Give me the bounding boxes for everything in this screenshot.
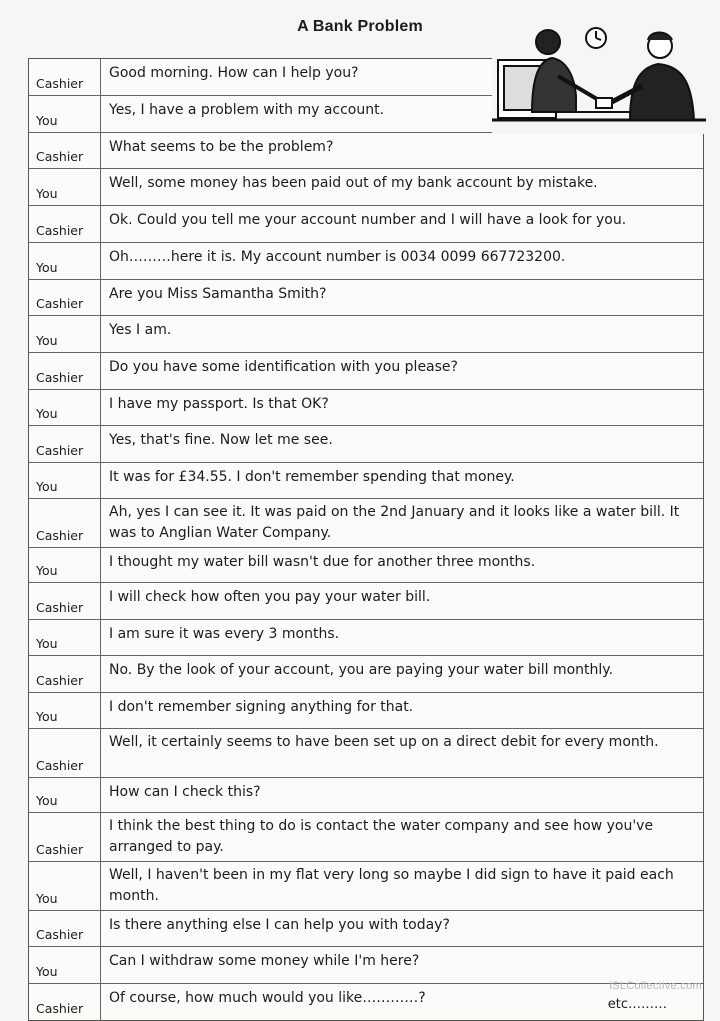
- speaker-label: You: [29, 947, 101, 983]
- speaker-label: You: [29, 620, 101, 655]
- speaker-label: Cashier: [29, 206, 101, 242]
- dialogue-text: Oh………here it is. My account number is 0034 0099 667723200.: [109, 249, 566, 265]
- dialogue-text: It was for £34.55. I don't remember spending that money.: [109, 469, 515, 485]
- dialogue-row: [29, 316, 703, 353]
- dialogue-row: [29, 778, 703, 813]
- dialogue-line: [101, 463, 703, 498]
- speaker-label: Cashier: [29, 656, 101, 692]
- dialogue-text: Are you Miss Samantha Smith?: [109, 286, 327, 302]
- dialogue-text: I thought my water bill wasn't due for another three months.: [109, 554, 536, 570]
- dialogue-text: What seems to be the problem?: [109, 139, 334, 155]
- dialogue-table: [28, 58, 704, 1021]
- dialogue-text: Well, I haven't been in my flat very long so maybe I did sign to have it paid each month.: [109, 867, 674, 904]
- page-title: A Bank Problem: [297, 18, 423, 35]
- dialogue-text: I am sure it was every 3 months.: [109, 626, 340, 642]
- dialogue-row: [29, 729, 703, 778]
- dialogue-row: [29, 243, 703, 280]
- dialogue-row: [29, 862, 703, 911]
- dialogue-row: [29, 911, 703, 947]
- dialogue-line: [101, 729, 703, 777]
- dialogue-text: Is there anything else I can help you with today?: [109, 917, 450, 933]
- dialogue-line: [101, 947, 703, 983]
- dialogue-row: [29, 583, 703, 620]
- speaker-label: Cashier: [29, 984, 101, 1020]
- dialogue-text: Ok. Could you tell me your account number and I will have a look for you.: [109, 212, 627, 228]
- speaker-label: You: [29, 316, 101, 352]
- dialogue-row: [29, 169, 703, 206]
- speaker-label: You: [29, 390, 101, 425]
- dialogue-line: [101, 693, 703, 728]
- dialogue-line: [101, 813, 703, 861]
- dialogue-row: [29, 813, 703, 862]
- speaker-label: Cashier: [29, 280, 101, 315]
- dialogue-line: [101, 620, 703, 655]
- speaker-label: Cashier: [29, 59, 101, 95]
- speaker-label: You: [29, 243, 101, 279]
- dialogue-row: [29, 947, 703, 984]
- dialogue-text: Well, it certainly seems to have been set up on a direct debit for every month.: [109, 734, 659, 750]
- dialogue-line: [101, 862, 703, 910]
- dialogue-text: No. By the look of your account, you are paying your water bill monthly.: [109, 662, 614, 678]
- dialogue-row: [29, 499, 703, 548]
- speaker-label: Cashier: [29, 353, 101, 389]
- dialogue-text: Can I withdraw some money while I'm here?: [109, 953, 420, 969]
- dialogue-line: [101, 206, 703, 242]
- dialogue-line: [101, 548, 703, 582]
- dialogue-line: [101, 583, 703, 619]
- dialogue-row: [29, 548, 703, 583]
- dialogue-row: [29, 206, 703, 243]
- dialogue-row: [29, 463, 703, 499]
- dialogue-line: [101, 169, 703, 205]
- speaker-label: Cashier: [29, 499, 101, 547]
- speaker-label: Cashier: [29, 426, 101, 462]
- dialogue-line: [101, 499, 703, 547]
- dialogue-line: [101, 911, 703, 946]
- dialogue-row: [29, 984, 703, 1020]
- dialogue-line: [101, 778, 703, 812]
- dialogue-row: [29, 693, 703, 729]
- watermark: iSLCollective.com: [609, 980, 702, 992]
- dialogue-text: I think the best thing to do is contact the water company and see how you've arranged to pay.: [109, 818, 654, 855]
- speaker-label: You: [29, 693, 101, 728]
- dialogue-line: [101, 656, 703, 692]
- dialogue-row: [29, 620, 703, 656]
- dialogue-line: [101, 280, 703, 315]
- dialogue-row: [29, 353, 703, 390]
- dialogue-text: Of course, how much would you like…………?: [109, 990, 426, 1006]
- speaker-label: Cashier: [29, 133, 101, 168]
- dialogue-text: How can I check this?: [109, 784, 261, 800]
- dialogue-text: Yes, that's fine. Now let me see.: [109, 432, 333, 448]
- dialogue-line: [101, 243, 703, 279]
- speaker-label: Cashier: [29, 911, 101, 946]
- speaker-label: Cashier: [29, 813, 101, 861]
- bank-scene-drawing: [492, 16, 706, 134]
- speaker-label: You: [29, 463, 101, 498]
- dialogue-row: [29, 656, 703, 693]
- dialogue-row: [29, 426, 703, 463]
- dialogue-row: [29, 133, 703, 169]
- dialogue-text: I don't remember signing anything for that.: [109, 699, 414, 715]
- dialogue-text: I have my passport. Is that OK?: [109, 396, 329, 412]
- dialogue-text: Do you have some identification with you please?: [109, 359, 458, 375]
- dialogue-line: [101, 316, 703, 352]
- dialogue-line: [101, 353, 703, 389]
- dialogue-row: [29, 280, 703, 316]
- speaker-label: You: [29, 96, 101, 132]
- dialogue-line: [101, 133, 703, 168]
- speaker-label: You: [29, 778, 101, 812]
- speaker-label: You: [29, 548, 101, 582]
- dialogue-text: Ah, yes I can see it. It was paid on the 2nd January and it looks like a water bill. It was to Anglian Water Company.: [109, 504, 680, 541]
- dialogue-text: Well, some money has been paid out of my bank account by mistake.: [109, 175, 598, 191]
- speaker-label: Cashier: [29, 729, 101, 777]
- speaker-label: You: [29, 862, 101, 910]
- dialogue-line: [101, 390, 703, 425]
- dialogue-line: [101, 426, 703, 462]
- dialogue-text: I will check how often you pay your water bill.: [109, 589, 431, 605]
- etc-note: etc………: [607, 997, 667, 1012]
- dialogue-text: Yes I am.: [109, 322, 172, 338]
- bank-scene-illustration: [492, 16, 706, 134]
- dialogue-row: [29, 390, 703, 426]
- speaker-label: Cashier: [29, 583, 101, 619]
- dialogue-text: Good morning. How can I help you?: [109, 65, 359, 81]
- speaker-label: You: [29, 169, 101, 205]
- dialogue-text: Yes, I have a problem with my account.: [109, 102, 385, 118]
